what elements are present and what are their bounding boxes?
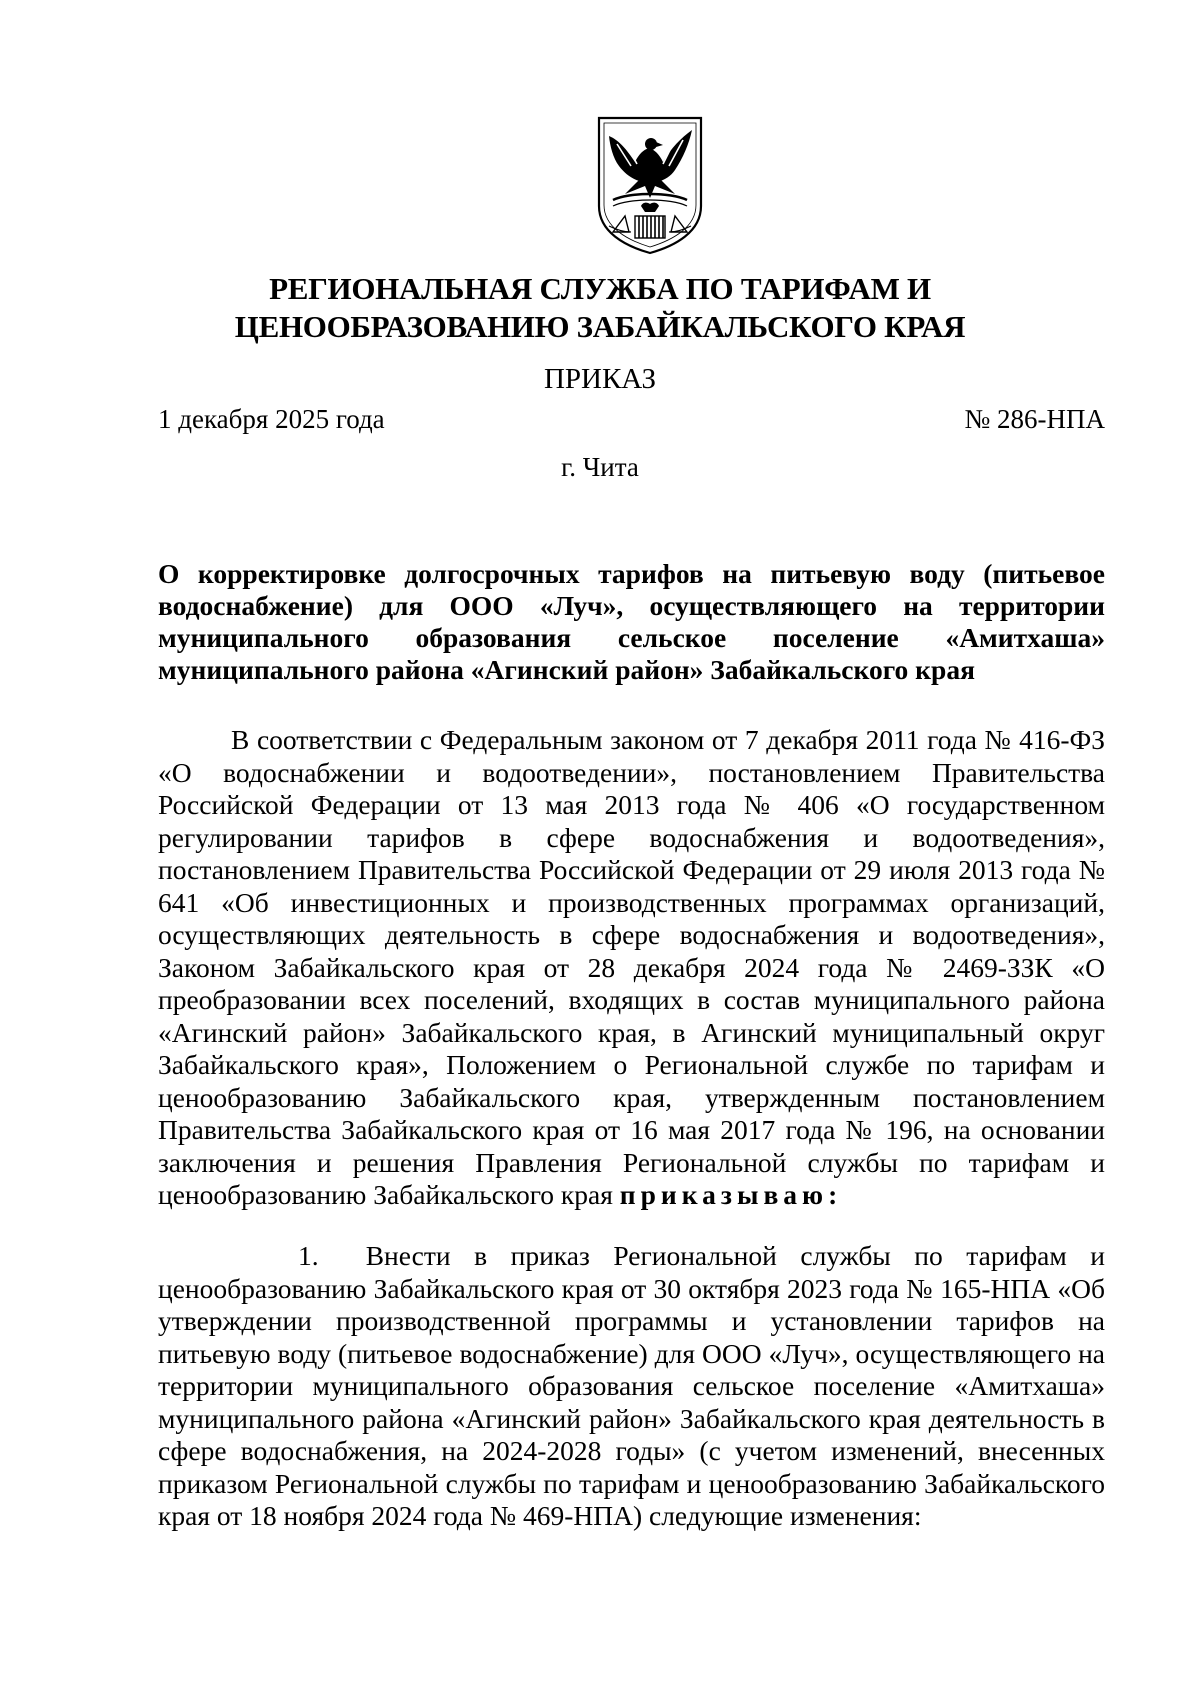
preamble-text: В соответствии с Федеральным законом от 7 декабря 2011 года № 416-ФЗ «О водоснабжении и водоотведении», постановлением Правительства Российской Федерации от 13 мая 2013 года № 406 «О государственном регулировании тарифов в сфере водоснабжения и водоотведения», постановлением Правительства Российской Федерации от 29 июля 2013 года № 641 «Об инвестиционных и производственных программах организаций, осуществляющих деятельность в сфере водоснабжения и водоотведения», Законом Забайкальского края от 28 декабря 2024 года № 2469-ЗЗК «О преобразовании всех поселений, входящих в состав муниципального района «Агинский район» Забайкальского края, в Агинский муниципальный округ Забайкальского края», Положением о Региональной службе по тарифам и ценообразованию Забайкальского края, утвержденным постановлением Правительства Забайкальского края от 16 мая 2017 года № 196, на основании заключения и решения Правления Региональной службы по тарифам и ценообразованию Забайкальского края xyxy=(158,724,1105,1210)
list-item-number: 1. xyxy=(298,1240,319,1271)
coat-of-arms-icon xyxy=(595,114,705,256)
organization-name-line-1: РЕГИОНАЛЬНАЯ СЛУЖБА ПО ТАРИФАМ И xyxy=(269,271,931,306)
preamble-paragraph xyxy=(158,724,1105,1212)
document-date: 1 декабря 2025 года xyxy=(158,404,385,434)
coat-of-arms-emblem xyxy=(595,114,705,256)
organization-name-line-2: ЦЕНООБРАЗОВАНИЮ ЗАБАЙКАЛЬСКОГО КРАЯ xyxy=(234,309,966,344)
list-item xyxy=(158,1240,1105,1533)
document-number: № 286-НПА xyxy=(964,404,1105,434)
organization-name xyxy=(150,270,1050,346)
order-word: приказываю: xyxy=(619,1179,843,1210)
document-title: О корректировке долгосрочных тарифов на питьевую воду (питьевое водоснабжение) для ООО «Луч», осуществляющего на территории муниципального образования сельское поселение «Амитхаша» муниципального района «Агинский район» Забайкальского края xyxy=(158,558,1105,685)
document-city: г. Чита xyxy=(561,452,639,482)
list-item-text: Внести в приказ Региональной службы по тарифам и ценообразованию Забайкальского края от 30 октября 2023 года № 165-НПА «Об утверждении производственной программы и установлении тарифов на питьевую воду (питьевое водоснабжение) для ООО «Луч», осуществляющего на территории муниципального образования сельское поселение «Амитхаша» муниципального района «Агинский район» Забайкальского края деятельность в сфере водоснабжения, на 2024-2028 годы» (с учетом изменений, внесенных приказом Региональной службы по тарифам и ценообразованию Забайкальского края от 18 ноября 2024 года № 469-НПА) следующие изменения: xyxy=(158,1240,1105,1531)
document-type: ПРИКАЗ xyxy=(543,363,657,395)
